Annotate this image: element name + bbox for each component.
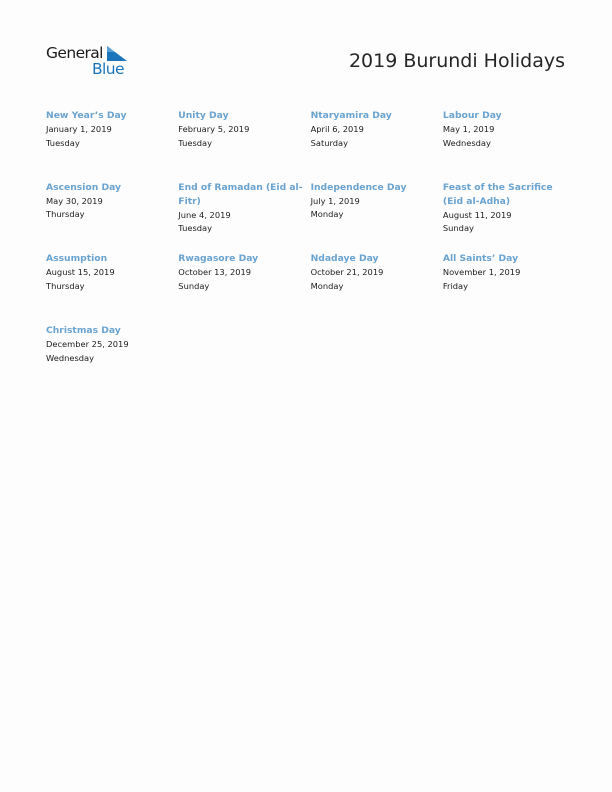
logo-text-general: General (46, 44, 103, 62)
holiday-grid (46, 109, 570, 396)
logo (46, 44, 130, 80)
holiday-weekday: Tuesday (178, 223, 213, 234)
holiday-entry (311, 181, 443, 253)
holiday-weekday: Sunday (442, 223, 474, 234)
holiday-date: October 21, 2019 (310, 267, 384, 278)
holiday-date: December 25, 2019 (46, 339, 129, 350)
holiday-name: End of Ramadan (Eid al-Fitr) (178, 181, 303, 207)
holiday-date: February 5, 2019 (178, 124, 250, 134)
holiday-name: All Saints’ Day (442, 253, 519, 265)
holiday-entry (443, 181, 575, 253)
holiday-name: Rwagasore Day (178, 253, 259, 265)
holiday-entry (46, 324, 178, 396)
holiday-weekday: Monday (310, 209, 344, 220)
holiday-entry (443, 109, 575, 181)
holiday-weekday: Tuesday (46, 137, 80, 148)
holiday-date: August 15, 2019 (46, 267, 115, 278)
holiday-entry (178, 252, 310, 324)
holiday-entry (311, 109, 443, 181)
holiday-weekday: Sunday (178, 280, 210, 291)
holiday-name: New Year’s Day (46, 110, 127, 121)
holiday-name: Independence Day (310, 181, 407, 193)
holiday-entry (46, 109, 178, 181)
logo-text-blue: Blue (92, 60, 124, 78)
holiday-entry (178, 181, 310, 253)
holiday-entry (46, 252, 178, 324)
holiday-date: August 11, 2019 (442, 209, 512, 220)
holiday-name: Feast of the Sacrifice (Eid al-Adha) (442, 181, 553, 207)
holiday-weekday: Saturday (310, 137, 348, 148)
holiday-weekday: Friday (442, 280, 469, 291)
holiday-date: May 30, 2019 (46, 195, 103, 206)
holiday-weekday: Wednesday (442, 137, 491, 148)
holiday-weekday: Wednesday (46, 352, 95, 363)
holiday-weekday: Monday (310, 280, 344, 291)
holiday-date: May 1, 2019 (442, 124, 495, 134)
holiday-date: June 4, 2019 (178, 209, 231, 220)
holiday-name: Labour Day (442, 110, 502, 121)
holiday-name: Ascension Day (46, 181, 121, 193)
logo-triangle-icon (107, 46, 127, 61)
holiday-entry (46, 181, 178, 253)
holiday-entry (443, 252, 575, 324)
holiday-date: November 1, 2019 (442, 267, 521, 278)
holiday-date: January 1, 2019 (46, 124, 112, 134)
holiday-entry (178, 109, 310, 181)
holiday-name: Ntaryamira Day (310, 110, 392, 121)
holiday-name: Assumption (46, 253, 108, 265)
holiday-date: July 1, 2019 (310, 195, 360, 206)
page-title: 2019 Burundi Holidays (348, 50, 565, 72)
holiday-name: Ndadaye Day (310, 253, 379, 265)
holiday-entry (311, 252, 443, 324)
holiday-date: October 13, 2019 (178, 267, 252, 278)
holiday-weekday: Thursday (46, 209, 85, 220)
holiday-weekday: Thursday (46, 280, 85, 291)
holiday-name: Christmas Day (46, 325, 121, 337)
holiday-name: Unity Day (178, 110, 229, 121)
holiday-weekday: Tuesday (178, 137, 213, 148)
holiday-date: April 6, 2019 (310, 124, 364, 134)
